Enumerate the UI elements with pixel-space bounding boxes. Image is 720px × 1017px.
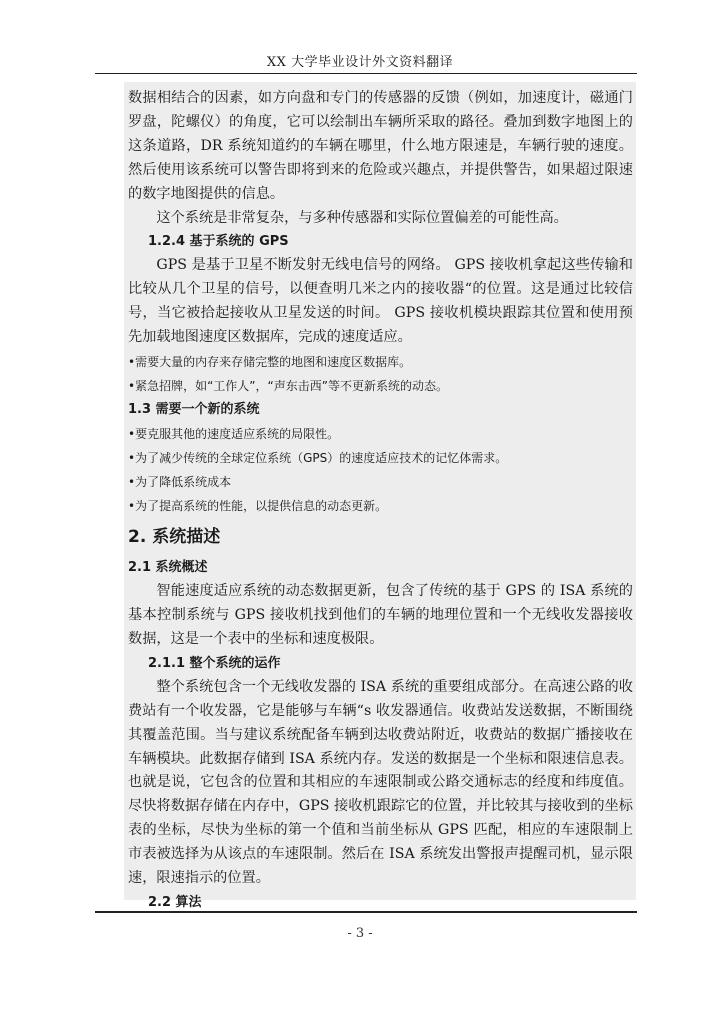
bullet-item: •紧急招牌，如“工作人”，“声东击西”等不更新系统的动态。: [128, 379, 448, 394]
bullet-item: •需要大量的内存来存储完整的地图和速度区数据库。: [128, 355, 412, 370]
section-heading: 2.2 算法: [148, 894, 202, 910]
text-body: [128, 87, 633, 915]
section-heading: 2.1 系统概述: [128, 560, 208, 576]
paragraph: 整个系统包含一个无线收发器的 ISA 系统的重要组成部分。在高速公路的收费站有一个收发器，它是能够与车辆“s 收发器通信。收费站发送数据，不断围绕其覆盖范围。当与建议系统配备车辆到达收费站附近，收费站的数据广播接收在车辆模块。此数据存储到 ISA 系统内存。发送的数据是一个坐标和限速信息表。也就是说，它包含的位置和其相应的车速限制或公路交通标志的经度和纬度值。尽快将数据存储在内存中，GPS 接收机跟踪它的位置，并比较其与接收到的坐标表的坐标，尽快为坐标的第一个值和当前坐标从 GPS 匹配，相应的车速限制上市表被选择为从该点的车速限制。然后在 ISA 系统发出警报声提醒司机，显示限速，限速指示的位置。: [128, 678, 633, 887]
section-heading: 1.2.4 基于系统的 GPS: [148, 234, 289, 250]
section-heading: 1.3 需要一个新的系统: [128, 402, 260, 418]
section-heading: 2.1.1 整个系统的运作: [148, 655, 281, 671]
bullet-item: •要克服其他的速度适应系统的局限性。: [128, 427, 340, 442]
paragraph: 数据相结合的因素，如方向盘和专门的传感器的反馈（例如，加速度计，磁通门罗盘，陀螺仪）的角度，它可以绘制出车辆所采取的路径。叠加到数字地图上的这条道路，DR 系统知道约的车辆在哪里，什么地方限速是，车辆行驶的速度。然后使用该系统可以警告即将到来的危险或兴趣点，并提供警告，如果超过限速的数字地图提供的信息。: [128, 90, 633, 202]
page-number: - 3 -: [347, 926, 373, 941]
paragraph: 智能速度适应系统的动态数据更新，包含了传统的基于 GPS 的 ISA 系统的基本控制系统与 GPS 接收机找到他们的车辆的地理位置和一个无线收发器接收数据，这是一个表中的坐标和速度极限。: [128, 583, 633, 647]
paragraph: GPS 是基于卫星不断发射无线电信号的网络。 GPS 接收机拿起这些传输和比较从几个卫星的信号，以便查明几米之内的接收器“的位置。这是通过比较信号，当它被拾起接收从卫星发送的时间。 GPS 接收机模块跟踪其位置和使用预先加载地图速度区数据库，完成的速度适应。: [128, 257, 633, 346]
bullet-item: •为了降低系统成本: [128, 475, 232, 490]
footer-rule: [95, 911, 637, 913]
bullet-item: •为了减少传统的全球定位系统（GPS）的速度适应技术的记忆体需求。: [128, 451, 508, 466]
header-rule: [95, 73, 637, 74]
running-header: XX 大学毕业设计外文资料翻译: [266, 55, 454, 70]
paragraph: 这个系统是非常复杂，与多种传感器和实际位置偏差的可能性高。: [156, 209, 568, 226]
chapter-heading: 2. 系统描述: [128, 527, 221, 548]
bullet-item: •为了提高系统的性能，以提供信息的动态更新。: [128, 499, 388, 514]
